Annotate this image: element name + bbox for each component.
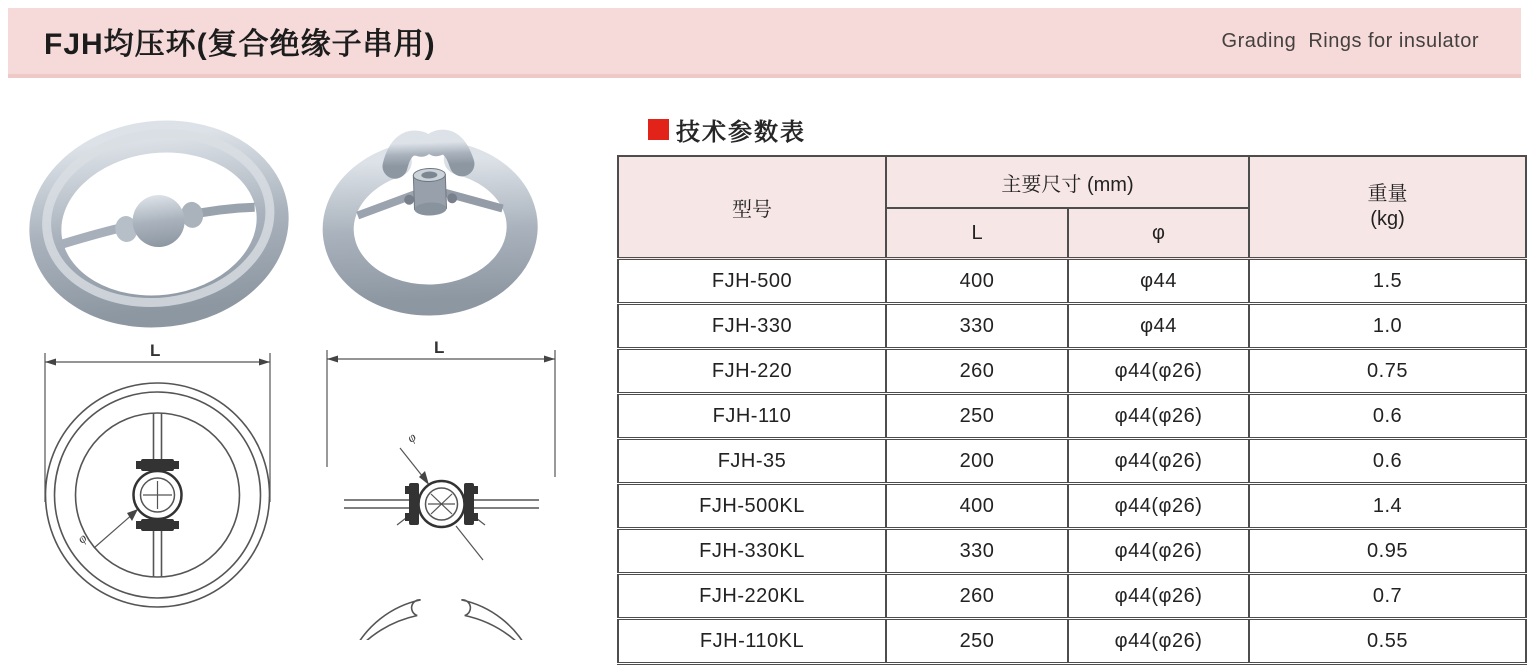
open-ring-drawing (313, 335, 571, 640)
length-column-header: L (886, 208, 1068, 259)
length-cell: 200 (886, 439, 1068, 484)
section-heading-text: 技术参数表 (676, 119, 806, 146)
weight-cell: 0.6 (1249, 394, 1526, 439)
open-ring-photo (300, 113, 562, 321)
page-banner (8, 8, 1521, 78)
weight-cell: 1.4 (1249, 484, 1526, 529)
page-subtitle-en: Grading Rings for insulator (1221, 29, 1479, 52)
table-row (618, 484, 1526, 529)
length-cell: 400 (886, 484, 1068, 529)
model-cell: FJH-110 (618, 394, 886, 439)
table-row (618, 394, 1526, 439)
length-cell: 250 (886, 619, 1068, 664)
table-row (618, 574, 1526, 619)
length-cell: 260 (886, 349, 1068, 394)
diameter-cell: φ44(φ26) (1068, 484, 1249, 529)
diameter-cell: φ44(φ26) (1068, 439, 1249, 484)
weight-column-header (1249, 156, 1526, 259)
section-heading (648, 112, 806, 147)
length-dim-label: L (150, 341, 161, 360)
table-row (618, 349, 1526, 394)
diameter-column-header: φ (1068, 208, 1249, 259)
table-row (618, 304, 1526, 349)
weight-cell: 1.5 (1249, 259, 1526, 304)
diameter-cell: φ44(φ26) (1068, 394, 1249, 439)
length-cell: 250 (886, 394, 1068, 439)
spec-table (617, 155, 1527, 665)
weight-cell: 0.6 (1249, 439, 1526, 484)
model-cell: FJH-500KL (618, 484, 886, 529)
page-title: FJH均压环(复合绝缘子串用) (44, 28, 436, 61)
table-row (618, 529, 1526, 574)
model-cell: FJH-110KL (618, 619, 886, 664)
weight-cell: 0.55 (1249, 619, 1526, 664)
table-row (618, 439, 1526, 484)
weight-cell: 0.75 (1249, 349, 1526, 394)
dimensions-column-header: 主要尺寸 (mm) (886, 156, 1249, 208)
length-dim-label: L (434, 338, 445, 357)
closed-ring-drawing (30, 340, 280, 645)
diameter-cell: φ44 (1068, 304, 1249, 349)
spec-table-header (618, 156, 1526, 259)
length-cell: 400 (886, 259, 1068, 304)
weight-cell: 0.95 (1249, 529, 1526, 574)
length-cell: 260 (886, 574, 1068, 619)
model-cell: FJH-220 (618, 349, 886, 394)
table-row (618, 259, 1526, 304)
model-cell: FJH-330 (618, 304, 886, 349)
diameter-cell: φ44(φ26) (1068, 349, 1249, 394)
model-column-header: 型号 (618, 156, 886, 259)
model-cell: FJH-220KL (618, 574, 886, 619)
weight-cell: 0.7 (1249, 574, 1526, 619)
weight-cell: 1.0 (1249, 304, 1526, 349)
diameter-cell: φ44(φ26) (1068, 529, 1249, 574)
closed-ring-photo (25, 116, 293, 334)
model-cell: FJH-35 (618, 439, 886, 484)
weight-header-line2: (kg) (1370, 208, 1405, 230)
length-cell: 330 (886, 529, 1068, 574)
diameter-cell: φ44 (1068, 259, 1249, 304)
diameter-cell: φ44(φ26) (1068, 619, 1249, 664)
model-cell: FJH-500 (618, 259, 886, 304)
diameter-cell: φ44(φ26) (1068, 574, 1249, 619)
diameter-label: φ (74, 530, 90, 547)
model-cell: FJH-330KL (618, 529, 886, 574)
red-square-bullet-icon (648, 119, 669, 140)
diameter-label: φ (404, 429, 419, 446)
table-row (618, 619, 1526, 664)
length-cell: 330 (886, 304, 1068, 349)
spec-table-body (618, 259, 1526, 664)
weight-header-line1: 重量 (1367, 183, 1408, 205)
